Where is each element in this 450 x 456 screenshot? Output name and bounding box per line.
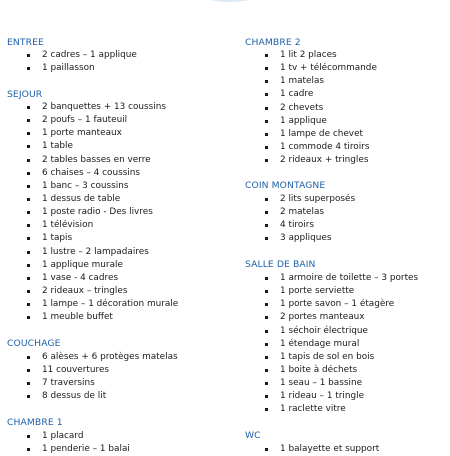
bullet-icon [27,145,30,148]
bullet-icon [27,237,30,240]
bullet-icon [27,185,30,188]
bullet-icon [265,369,268,372]
bullet-icon [27,211,30,214]
bullet-icon [265,67,268,70]
bullet-icon [27,67,30,70]
section-title-wc: WC [245,430,261,441]
section-title-couchage: COUCHAGE [7,338,61,349]
bullet-icon [265,198,268,201]
section-title-coin-montagne: COIN MONTAGNE [245,180,326,191]
bullet-icon [27,106,30,109]
bullet-icon [27,172,30,175]
bullet-icon [265,290,268,293]
bullet-icon [265,330,268,333]
bullet-icon [265,343,268,346]
bullet-icon [265,395,268,398]
bullet-icon [27,159,30,162]
bullet-icon [27,316,30,319]
bullet-icon [27,198,30,201]
bullet-icon [27,395,30,398]
bullet-icon [265,159,268,162]
bullet-icon [265,408,268,411]
section-title-entree: ENTREE [7,37,44,48]
bullet-icon [265,224,268,227]
bullet-icon [27,277,30,280]
bullet-icon [265,303,268,306]
bullet-icon [265,237,268,240]
bullet-icon [265,133,268,136]
bullet-icon [265,146,268,149]
bullet-icon [27,119,30,122]
bullet-icon [27,382,30,385]
section-title-sejour: SEJOUR [7,89,43,100]
bullet-icon [265,93,268,96]
section-title-chambre-1: CHAMBRE 1 [7,417,63,428]
bullet-icon [27,290,30,293]
bullet-icon [27,264,30,267]
bullet-icon [265,316,268,319]
bullet-icon [27,132,30,135]
bullet-icon [27,224,30,227]
bullet-icon [265,120,268,123]
bullet-icon [27,356,30,359]
bullet-icon [265,107,268,110]
header-image-fragment [200,0,260,2]
bullet-icon [27,251,30,254]
bullet-icon [27,54,30,57]
bullet-icon [27,303,30,306]
bullet-icon [27,369,30,372]
bullet-icon [265,80,268,83]
bullet-icon [265,356,268,359]
section-title-salle-de-bain: SALLE DE BAIN [245,259,316,270]
section-title-chambre-2: CHAMBRE 2 [245,37,301,48]
bullet-icon [265,382,268,385]
bullet-icon [265,54,268,57]
bullet-icon [265,211,268,214]
bullet-icon [27,435,30,438]
bullet-icon [265,277,268,280]
